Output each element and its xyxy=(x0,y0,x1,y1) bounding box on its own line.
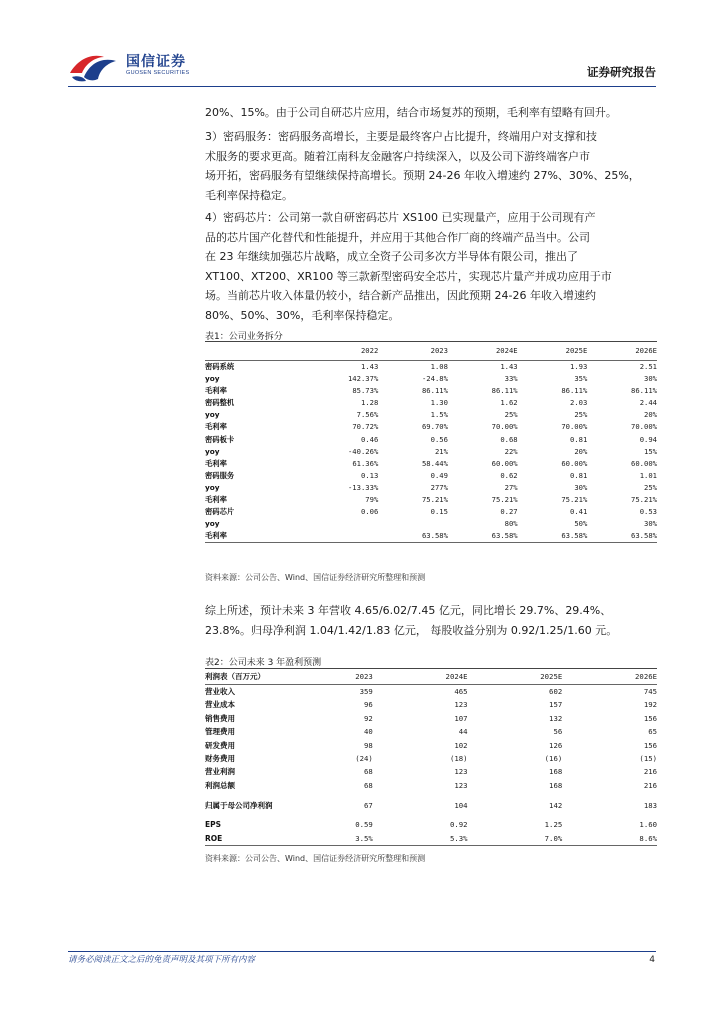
value-cell: 216 xyxy=(643,767,657,777)
value-cell: 0.92 xyxy=(449,820,468,830)
table-row xyxy=(205,725,657,738)
value-cell: 1.5% xyxy=(430,410,448,420)
value-cell: 0.46 xyxy=(360,434,379,444)
header-cell-year: 2022 xyxy=(297,342,378,361)
value-cell: 1.43 xyxy=(360,362,379,371)
value-cell: 75.21% xyxy=(491,495,518,505)
row-label-cell: 毛利率 xyxy=(205,495,227,505)
value-cell: 86.11% xyxy=(421,386,448,396)
row-label-cell: 管理费用 xyxy=(205,727,235,737)
value-cell: 0.27 xyxy=(500,507,518,517)
paragraph-line: 品的芯片国产化替代和性能提升，并应用于其他合作厂商的终端产品当中。公司 xyxy=(205,230,590,244)
paragraph-line: 场。当前芯片收入体量仍较小，结合新产品推出，因此预期 24-26 年收入增速约 xyxy=(205,289,596,302)
paragraph-line: 术服务的要求更高。随着江南科友金融客户持续深入，以及公司下游终端客户市 xyxy=(205,149,590,163)
table-row xyxy=(205,832,657,846)
value-cell: 86.11% xyxy=(631,386,657,396)
value-cell: 7.0% xyxy=(468,832,563,846)
value-cell: 60.00% xyxy=(561,458,588,468)
value-cell: 27% xyxy=(504,482,518,492)
value-cell: (16) xyxy=(544,754,563,764)
value-cell: 0.81 xyxy=(569,434,588,444)
value-cell: 60.00% xyxy=(631,458,657,468)
value-cell: 126 xyxy=(549,740,563,750)
table-row xyxy=(205,739,657,752)
value-cell: 1.30 xyxy=(430,398,448,408)
row-label-cell: 营业成本 xyxy=(205,700,235,710)
value-cell: 96 xyxy=(364,700,373,710)
row-label-cell: ROE xyxy=(205,832,297,846)
row-label-cell: 毛利率 xyxy=(205,386,227,396)
value-cell: 0.62 xyxy=(500,470,518,480)
value-cell: 0.15 xyxy=(430,507,448,517)
row-label-cell: 毛利率 xyxy=(205,458,227,468)
header-cell-year: 2025E xyxy=(518,342,588,361)
value-cell: 156 xyxy=(643,740,657,750)
value-cell: 65 xyxy=(648,727,657,737)
value-cell: 156 xyxy=(643,713,657,723)
value-cell: 0.06 xyxy=(360,507,379,517)
value-cell: 2.51 xyxy=(639,362,657,371)
value-cell: 123 xyxy=(454,780,468,790)
value-cell: 277% xyxy=(430,482,448,492)
value-cell: 1.62 xyxy=(500,398,518,408)
value-cell: 92 xyxy=(364,713,373,723)
paragraph-line: 综上所述，预计未来 3 年营收 4.65/6.02/7.45 亿元，同比增长 29.7%、29.4%、 xyxy=(205,604,612,617)
value-cell: 0.13 xyxy=(360,470,379,480)
paragraph-line: 毛利率保持稳定。 xyxy=(205,188,293,202)
row-label-cell: 营业利润 xyxy=(205,767,235,777)
value-cell: 107 xyxy=(454,713,468,723)
value-cell: 70.00% xyxy=(561,422,588,432)
table2-title: 表2：公司未来 3 年盈利预测 xyxy=(205,658,322,668)
value-cell: 465 xyxy=(454,687,468,696)
table-row xyxy=(205,685,657,699)
table-row xyxy=(205,765,657,778)
header-cell-label: 利润表（百万元） xyxy=(205,669,297,685)
value-cell: 44 xyxy=(458,727,468,737)
paragraph-summary xyxy=(205,601,657,640)
value-cell: 22% xyxy=(504,446,518,456)
paragraph-line: 23.8%。归母净利润 1.04/1.42/1.83 亿元， 每股收益分别为 0.92/1.25/1.60 元。 xyxy=(205,623,618,637)
table-row xyxy=(205,446,657,458)
page-number: 4 xyxy=(649,955,655,965)
row-label-cell: EPS xyxy=(205,820,222,830)
value-cell: 86.11% xyxy=(561,386,588,396)
value-cell: 63.58% xyxy=(378,530,448,543)
paragraph-line: 在 23 年继续加强芯片战略，成立全资子公司多次方半导体有限公司，推出了 xyxy=(205,250,578,263)
paragraph-line: 4）密码芯片：公司第一款自研密码芯片 XS100 已实现量产，应用于公司现有产 xyxy=(205,211,596,224)
value-cell: 60.00% xyxy=(491,458,518,468)
value-cell: 70.00% xyxy=(491,422,518,432)
paragraph-line: XT100、XT200、XR100 等三款新型密码安全芯片，实现芯片量产并成功应用于市 xyxy=(205,269,612,283)
header-cell-year: 2023 xyxy=(378,342,448,361)
table-row xyxy=(205,752,657,765)
report-type-label: 证券研究报告 xyxy=(587,65,656,79)
value-cell: 70.72% xyxy=(352,422,379,432)
row-label-cell: yoy xyxy=(205,446,220,456)
header-cell-label xyxy=(205,342,297,361)
row-label-cell: 密码服务 xyxy=(205,470,235,480)
value-cell: 25% xyxy=(644,482,657,492)
paragraph-gross-margin xyxy=(205,103,657,123)
table-row xyxy=(205,482,657,494)
table-row xyxy=(205,698,657,711)
page-header xyxy=(68,48,656,88)
table-row xyxy=(205,818,657,831)
value-cell: 183 xyxy=(643,800,657,810)
brand-name-en: GUOSEN SECURITIES xyxy=(126,70,190,76)
row-label-cell: 密码系统 xyxy=(205,362,235,371)
value-cell: 359 xyxy=(359,687,373,696)
value-cell: 0.68 xyxy=(500,434,518,444)
value-cell: 1.08 xyxy=(430,362,448,371)
table-row xyxy=(205,397,657,409)
value-cell: 157 xyxy=(549,700,563,710)
value-cell: 70.00% xyxy=(631,422,657,432)
row-label-cell: 毛利率 xyxy=(205,530,297,543)
value-cell: 142 xyxy=(549,800,563,810)
value-cell: 142.37% xyxy=(347,374,379,384)
table2-source: 资料来源：公司公告、Wind、国信证券经济研究所整理和预测 xyxy=(205,854,426,863)
value-cell: 98 xyxy=(364,740,373,750)
row-label-cell: 密码芯片 xyxy=(205,507,235,517)
row-label-cell: 销售费用 xyxy=(205,713,235,723)
value-cell: 123 xyxy=(454,700,468,710)
value-cell: 25% xyxy=(574,410,588,420)
row-label-cell: 财务费用 xyxy=(205,754,235,764)
paragraph-crypto-services xyxy=(205,127,657,205)
value-cell: 0.53 xyxy=(639,507,657,517)
table-row xyxy=(205,421,657,433)
value-cell: -13.33% xyxy=(347,482,379,492)
value-cell: -40.26% xyxy=(347,446,379,456)
footer-divider xyxy=(68,951,656,952)
value-cell: 1.93 xyxy=(569,362,588,371)
row-label-cell: 毛利率 xyxy=(205,422,227,432)
paragraph-line: 20%、15%。由于公司自研芯片应用，结合市场复苏的预期，毛利率有望略有回升。 xyxy=(205,106,617,119)
value-cell: 0.41 xyxy=(569,507,588,517)
value-cell: 75.21% xyxy=(561,495,588,505)
table-row xyxy=(205,458,657,470)
value-cell: (15) xyxy=(639,754,657,764)
value-cell: 58.44% xyxy=(421,458,448,468)
row-label-cell: 归属于母公司净利润 xyxy=(205,800,273,810)
table-row xyxy=(205,506,657,518)
disclaimer-note: 请务必阅读正文之后的免责声明及其项下所有内容 xyxy=(68,955,256,965)
value-cell: 7.56% xyxy=(356,410,379,420)
value-cell: 0.59 xyxy=(355,820,373,830)
value-cell: 25% xyxy=(504,410,518,420)
value-cell: 50% xyxy=(574,519,588,529)
table1-title: 表1：公司业务拆分 xyxy=(205,332,283,342)
table-row xyxy=(205,518,657,530)
value-cell: 86.11% xyxy=(491,386,518,396)
paragraph-line: 场开拓，密码服务有望继续保持高增长。预期 24-26 年收入增速约 27%、30%、25%， xyxy=(205,169,640,182)
row-label-cell: 营业收入 xyxy=(205,687,235,696)
value-cell: 15% xyxy=(644,446,657,456)
value-cell: 1.01 xyxy=(639,470,657,480)
header-cell-year: 2023 xyxy=(297,669,373,685)
value-cell: 56 xyxy=(553,727,563,737)
value-cell: 75.21% xyxy=(421,495,448,505)
value-cell: 61.36% xyxy=(352,458,379,468)
value-cell: 35% xyxy=(574,374,588,384)
paragraph-crypto-chips xyxy=(205,208,657,325)
value-cell: 123 xyxy=(454,767,468,777)
value-cell: 0.56 xyxy=(430,434,448,444)
value-cell: 63.58% xyxy=(448,530,518,543)
value-cell: 168 xyxy=(549,767,563,777)
table-row xyxy=(205,494,657,506)
value-cell: 2.44 xyxy=(639,398,657,408)
value-cell: 79% xyxy=(365,495,379,505)
value-cell: 132 xyxy=(549,713,563,723)
table-row xyxy=(205,361,657,374)
value-cell: (24) xyxy=(355,754,373,764)
table-row xyxy=(205,385,657,397)
header-divider xyxy=(68,86,656,87)
value-cell: 2.03 xyxy=(569,398,588,408)
brand-name-cn: 国信证券 xyxy=(126,54,186,70)
value-cell: 1.25 xyxy=(544,820,563,830)
table-row xyxy=(205,434,657,446)
value-cell: 30% xyxy=(644,519,657,529)
table-row xyxy=(205,470,657,482)
table-row xyxy=(205,409,657,421)
value-cell: 745 xyxy=(643,687,657,696)
value-cell: 5.3% xyxy=(373,832,468,846)
table-row xyxy=(205,373,657,385)
value-cell: 602 xyxy=(549,687,563,696)
value-cell: 1.60 xyxy=(639,820,657,830)
value-cell: 1.28 xyxy=(360,398,379,408)
row-label-cell: yoy xyxy=(205,519,220,529)
table-row xyxy=(205,712,657,725)
value-cell: 30% xyxy=(574,482,588,492)
table-row xyxy=(205,792,657,818)
value-cell: 0.49 xyxy=(430,470,448,480)
value-cell: 0.94 xyxy=(639,434,657,444)
value-cell: 216 xyxy=(643,780,657,790)
value-cell: 75.21% xyxy=(631,495,657,505)
value-cell: 20% xyxy=(574,446,588,456)
value-cell: 104 xyxy=(454,800,468,810)
profit-forecast-table xyxy=(205,669,657,846)
value-cell: 63.58% xyxy=(518,530,588,543)
row-label-cell: 密码板卡 xyxy=(205,434,235,444)
value-cell: 67 xyxy=(364,800,373,810)
header-cell-year: 2025E xyxy=(468,669,563,685)
value-cell: 192 xyxy=(643,700,657,710)
business-breakdown-table xyxy=(205,342,657,543)
brand-logo xyxy=(68,48,208,84)
table-header-row xyxy=(205,342,657,361)
table-row xyxy=(205,779,657,792)
value-cell: 80% xyxy=(504,519,518,529)
guosen-logo-icon xyxy=(68,51,118,83)
value-cell: 168 xyxy=(549,780,563,790)
value-cell: 33% xyxy=(504,374,518,384)
value-cell: 40 xyxy=(364,727,373,737)
table-row xyxy=(205,530,657,543)
value-cell: 69.70% xyxy=(421,422,448,432)
row-label-cell: 研发费用 xyxy=(205,740,235,750)
value-cell: 68 xyxy=(364,780,373,790)
row-label-cell: yoy xyxy=(205,410,220,420)
value-cell: 1.43 xyxy=(500,362,518,371)
value-cell: 102 xyxy=(454,740,468,750)
value-cell: 63.58% xyxy=(587,530,657,543)
value-cell: 0.81 xyxy=(569,470,588,480)
value-cell: -24.8% xyxy=(421,374,448,384)
value-cell: 21% xyxy=(434,446,448,456)
table1-source: 资料来源：公司公告、Wind、国信证券经济研究所整理和预测 xyxy=(205,573,426,582)
value-cell: 85.73% xyxy=(352,386,379,396)
header-cell-year: 2026E xyxy=(587,342,657,361)
value-cell: 8.6% xyxy=(562,832,657,846)
value-cell xyxy=(297,530,378,543)
value-cell xyxy=(297,518,378,530)
row-label-cell: yoy xyxy=(205,374,220,384)
header-cell-year: 2026E xyxy=(562,669,657,685)
header-cell-year: 2024E xyxy=(373,669,468,685)
value-cell xyxy=(378,518,448,530)
row-label-cell: 利润总额 xyxy=(205,780,235,790)
value-cell: (18) xyxy=(449,754,468,764)
paragraph-line: 80%、50%、30%，毛利率保持稳定。 xyxy=(205,308,400,322)
row-label-cell: 密码整机 xyxy=(205,398,235,408)
value-cell: 68 xyxy=(364,767,373,777)
value-cell: 20% xyxy=(644,410,657,420)
paragraph-line: 3）密码服务：密码服务高增长，主要是最终客户占比提升，终端用户对支撑和技 xyxy=(205,130,597,143)
header-cell-year: 2024E xyxy=(448,342,518,361)
value-cell: 30% xyxy=(644,374,657,384)
table-header-row xyxy=(205,669,657,685)
row-label-cell: yoy xyxy=(205,482,220,492)
value-cell: 3.5% xyxy=(297,832,373,846)
